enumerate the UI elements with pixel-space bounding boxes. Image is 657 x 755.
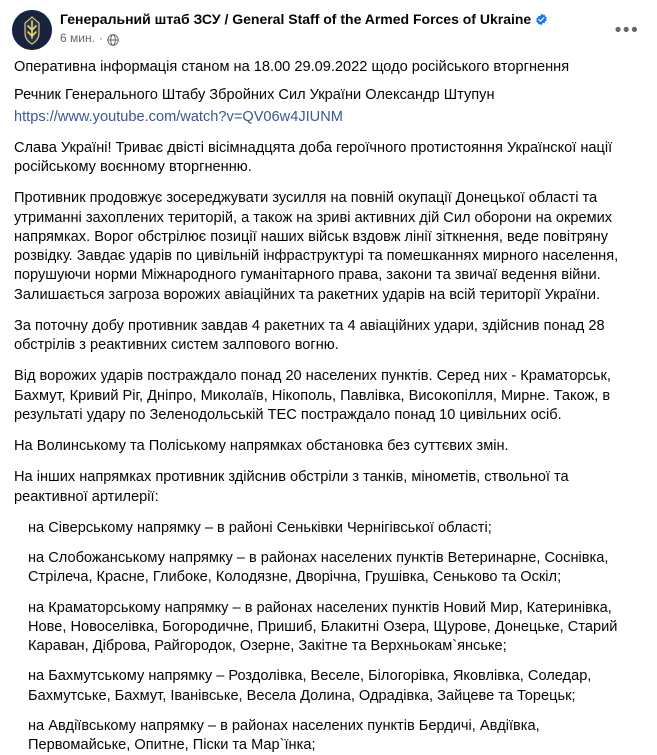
- post-paragraph: На Волинському та Поліському напрямках обстановка без суттєвих змін.: [14, 438, 509, 454]
- post-body: [12, 58, 645, 755]
- post-link-paragraph: [14, 108, 643, 127]
- page-title-row: [60, 11, 645, 28]
- post-more-options-button[interactable]: •••: [614, 19, 640, 41]
- post-paragraph: Противник продовжує зосереджувати зусилля на повній окупації Донецької області та утриманні захоплених територій, а також на зриві активних дій Сил оборони на окремих напрямках. Ворог обстрілює позиції наших військ вздовж лінії зіткнення, веде повітряну розвідку. Завдає ударів по цивільній інфраструктурі та помешканнях мирного населення, порушуючи норми Міжнародного гуманітарного права, закони та звичаї ведення війни. Залишається загроза ворожих авіаційних та ракетних ударів на всій території України.: [14, 190, 619, 303]
- verified-badge-icon: [535, 13, 548, 26]
- post-list-item: на Авдіївському напрямку – в районах населених пунктів Бердичі, Авдіївка, Первомайське, Опитне, Піски та Мар`їнка;: [28, 717, 540, 753]
- youtube-link[interactable]: https://www.youtube.com/watch?v=QV06w4JIUNM: [14, 108, 343, 125]
- page-name[interactable]: Генеральний штаб ЗСУ / General Staff of the Armed Forces of Ukraine: [60, 11, 532, 27]
- post-paragraph: На інших напрямках противник здійснив обстріли з танків, мінометів, ствольної та реактивної артилерії:: [14, 469, 569, 505]
- post-meta: [60, 31, 645, 45]
- avatar[interactable]: [12, 10, 52, 50]
- meta-separator: ·: [98, 31, 103, 45]
- post-paragraph: Речник Генерального Штабу Збройних Сил України Олександр Штупун: [14, 87, 495, 104]
- post-timestamp[interactable]: 6 мин.: [60, 31, 95, 45]
- post-header: [12, 10, 645, 50]
- post-paragraph: Оперативна інформація станом на 18.00 29.09.2022 щодо російського вторгнення: [14, 59, 570, 75]
- post-paragraph: За поточну добу противник завдав 4 ракетних та 4 авіаційних удари, здійснив понад 28 обстрілів з реактивних систем залпового вогню.: [14, 317, 605, 353]
- post-list-item: на Краматорському напрямку – в районах населених пунктів Новий Мир, Катеринівка, Нове, Новоселівка, Богородичне, Пришиб, Блакитні Озера, Щурове, Донецьке, Старий Караван, Діброва, Райгородок, Озерне, Закітне та Верхньокам`янське;: [28, 599, 618, 654]
- globe-icon[interactable]: [107, 34, 119, 46]
- post-list-item: на Слобожанському напрямку – в районах населених пунктів Ветеринарне, Соснівка, Стрілеча, Красне, Глибоке, Колодязне, Дворічна, Грушівка, Сеньково та Оскіл;: [28, 550, 609, 586]
- post-paragraph: Слава Україні! Триває двісті вісімнадцята доба героїчного протистояння Українскої нації російському воєнному вторгненню.: [14, 139, 613, 175]
- post-paragraph: Від ворожих ударів постраждало понад 20 населених пунктів. Серед них - Краматорськ, Бахмут, Кривий Ріг, Дніпро, Миколаїв, Нікополь, Павлівка, Високопілля, Мирне. Також, в результаті удару по Зеленодольській ТЕС постраждало понад 10 цивільних осіб.: [14, 368, 611, 423]
- post-list-item: на Бахмутському напрямку – Роздолівка, Веселе, Білогорівка, Яковлівка, Соледар, Бахмутське, Бахмут, Іванівське, Весела Долина, Одрадівка, Зайцеве та Торецьк;: [28, 668, 592, 704]
- post-list-item: на Сіверському напрямку – в районі Сеньківки Чернігівської області;: [28, 519, 492, 536]
- post-header-text: [60, 10, 645, 45]
- ukraine-armed-forces-emblem-icon: [12, 10, 52, 50]
